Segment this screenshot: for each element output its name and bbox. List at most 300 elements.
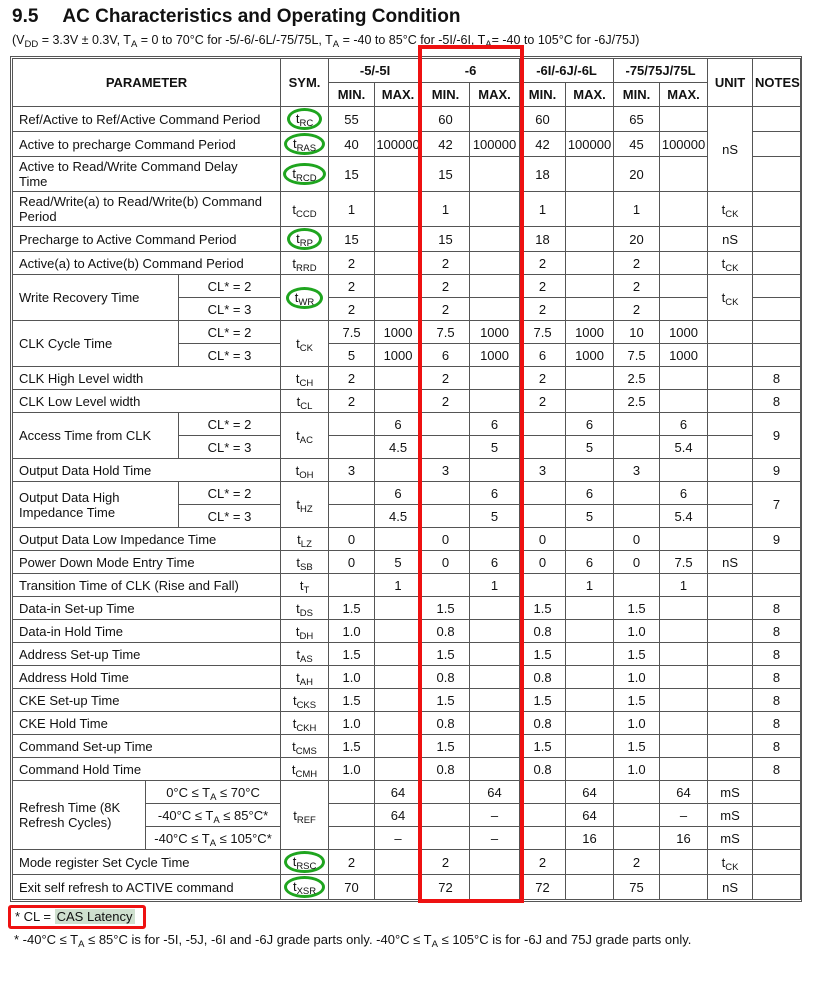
value-cell: 64	[375, 781, 422, 804]
value-cell: 6	[566, 482, 614, 505]
value-cell: 6	[422, 344, 470, 367]
value-cell	[422, 436, 470, 459]
value-cell: 6	[660, 482, 708, 505]
value-cell	[375, 192, 422, 227]
value-cell	[470, 850, 520, 875]
value-cell	[520, 413, 566, 436]
value-cell: 0	[329, 551, 375, 574]
parameter-cell: Power Down Mode Entry Time	[13, 551, 281, 574]
value-cell	[470, 643, 520, 666]
symbol-cell: $t_{DS}$	[281, 597, 329, 620]
value-cell: 1.0	[329, 666, 375, 689]
value-cell	[566, 275, 614, 298]
value-cell: 1.0	[329, 620, 375, 643]
value-cell	[660, 735, 708, 758]
value-cell	[470, 107, 520, 132]
value-cell: 45	[614, 132, 660, 157]
value-cell: 7.5	[614, 344, 660, 367]
condition-cell: CL* = 3	[179, 505, 281, 528]
value-cell: 1.5	[329, 643, 375, 666]
value-cell: 1	[422, 192, 470, 227]
value-cell	[520, 482, 566, 505]
value-cell	[614, 804, 660, 827]
value-cell: 0.8	[422, 666, 470, 689]
value-cell	[566, 666, 614, 689]
annotation-green-circle: $t_{RC}$	[287, 108, 322, 130]
value-cell: 6	[375, 413, 422, 436]
value-cell	[660, 528, 708, 551]
symbol-cell: $t_{CCD}$	[281, 192, 329, 227]
value-cell	[660, 459, 708, 482]
value-cell: 0.8	[422, 712, 470, 735]
notes-cell: 9	[753, 459, 801, 482]
value-cell: 2.5	[614, 390, 660, 413]
symbol-cell: $t_{DH}$	[281, 620, 329, 643]
value-cell: 5	[375, 551, 422, 574]
symbol-cell: $t_{AH}$	[281, 666, 329, 689]
value-cell: 6	[375, 482, 422, 505]
column-header-6: -6	[422, 59, 520, 83]
value-cell	[422, 574, 470, 597]
condition-cell: CL* = 3	[179, 344, 281, 367]
unit-cell	[708, 574, 753, 597]
value-cell: 5	[470, 436, 520, 459]
column-header-max: MAX.	[660, 83, 708, 107]
parameter-cell: Exit self refresh to ACTIVE command	[13, 875, 281, 900]
parameter-cell: CKE Set-up Time	[13, 689, 281, 712]
parameter-cell: Data-in Set-up Time	[13, 597, 281, 620]
symbol-cell	[281, 132, 329, 157]
unit-cell: $t_{CK}$	[708, 275, 753, 321]
value-cell: 0.8	[422, 620, 470, 643]
unit-cell: nS	[708, 227, 753, 252]
value-cell	[329, 781, 375, 804]
value-cell: 64	[470, 781, 520, 804]
value-cell: 1.5	[614, 643, 660, 666]
value-cell	[470, 875, 520, 900]
value-cell: 1.0	[329, 712, 375, 735]
parameter-cell: Address Set-up Time	[13, 643, 281, 666]
parameter-cell: Address Hold Time	[13, 666, 281, 689]
unit-cell	[708, 482, 753, 505]
value-cell	[422, 482, 470, 505]
notes-cell: 8	[753, 643, 801, 666]
operating-conditions-line: ($V_{DD} = 3.3V \pm 0.3V$, $T_A = 0$ to 70°C for -5/-6/-6L/-75/75L, $T_A = -40$ to 85°C for -5I/-6I, $T_A= -40$ to 105°C for -6J/75J)	[12, 33, 640, 50]
value-cell	[520, 574, 566, 597]
value-cell: 1.5	[422, 689, 470, 712]
value-cell: 1	[660, 574, 708, 597]
value-cell: 2	[520, 252, 566, 275]
table-row	[13, 482, 801, 505]
table-row	[13, 689, 801, 712]
notes-cell	[753, 275, 801, 298]
unit-cell	[708, 436, 753, 459]
notes-cell: 8	[753, 689, 801, 712]
parameter-cell: Output Data Hold Time	[13, 459, 281, 482]
table-row	[13, 107, 801, 132]
value-cell: 5	[566, 505, 614, 528]
notes-cell	[753, 804, 801, 827]
symbol-cell: $t_T$	[281, 574, 329, 597]
value-cell: 5.4	[660, 436, 708, 459]
symbol-cell	[281, 850, 329, 875]
notes-cell: 7	[753, 482, 801, 528]
footnote-cas-prefix: * CL =	[15, 909, 55, 924]
value-cell	[470, 298, 520, 321]
value-cell: 2	[614, 252, 660, 275]
parameter-cell: Active(a) to Active(b) Command Period	[13, 252, 281, 275]
value-cell	[614, 574, 660, 597]
condition-cell: $-40^\circ C \le T_A \le 105^\circ C*$	[146, 827, 281, 850]
value-cell	[566, 689, 614, 712]
parameter-cell: Access Time from CLK	[13, 413, 179, 459]
condition-cell: $-40^\circ C \le T_A \le 85^\circ C*$	[146, 804, 281, 827]
value-cell	[470, 275, 520, 298]
value-cell	[660, 643, 708, 666]
value-cell: 1	[566, 574, 614, 597]
value-cell	[375, 227, 422, 252]
value-cell: 15	[329, 157, 375, 192]
parameter-cell: CLK Cycle Time	[13, 321, 179, 367]
value-cell	[566, 643, 614, 666]
value-cell: 2	[329, 252, 375, 275]
value-cell	[375, 107, 422, 132]
table-row	[13, 597, 801, 620]
value-cell: 1	[520, 192, 566, 227]
value-cell	[660, 192, 708, 227]
value-cell: 2	[614, 298, 660, 321]
unit-cell	[708, 597, 753, 620]
value-cell: 1000	[470, 321, 520, 344]
value-cell: 0.8	[520, 620, 566, 643]
value-cell	[566, 712, 614, 735]
value-cell	[375, 643, 422, 666]
symbol-cell: $t_{CK}$	[281, 321, 329, 367]
notes-cell	[753, 157, 801, 192]
value-cell: 15	[422, 227, 470, 252]
notes-cell: 9	[753, 528, 801, 551]
value-cell	[470, 758, 520, 781]
value-cell: 16	[566, 827, 614, 850]
symbol-cell	[281, 875, 329, 900]
unit-cell	[708, 390, 753, 413]
ac-characteristics-table	[10, 56, 802, 902]
parameter-cell: CLK High Level width	[13, 367, 281, 390]
parameter-cell: Mode register Set Cycle Time	[13, 850, 281, 875]
unit-cell: $t_{CK}$	[708, 252, 753, 275]
value-cell	[470, 227, 520, 252]
unit-cell	[708, 643, 753, 666]
notes-cell: 8	[753, 390, 801, 413]
symbol-cell: $t_{CKS}$	[281, 689, 329, 712]
value-cell	[614, 436, 660, 459]
value-cell: 5	[470, 505, 520, 528]
value-cell	[329, 505, 375, 528]
value-cell	[660, 252, 708, 275]
unit-cell	[708, 344, 753, 367]
value-cell: 20	[614, 157, 660, 192]
value-cell: 1.0	[329, 758, 375, 781]
value-cell	[329, 804, 375, 827]
value-cell	[660, 666, 708, 689]
value-cell	[566, 107, 614, 132]
unit-cell	[708, 321, 753, 344]
value-cell	[520, 804, 566, 827]
value-cell: 1000	[660, 344, 708, 367]
symbol-cell: $t_{AS}$	[281, 643, 329, 666]
notes-cell	[753, 827, 801, 850]
notes-cell: 8	[753, 758, 801, 781]
value-cell: 4.5	[375, 505, 422, 528]
parameter-cell: Command Hold Time	[13, 758, 281, 781]
column-header-6i-6j-6l: -6I/-6J/-6L	[520, 59, 614, 83]
unit-cell: nS	[708, 875, 753, 900]
value-cell	[375, 597, 422, 620]
unit-cell	[708, 666, 753, 689]
table-row	[13, 413, 801, 436]
value-cell: 72	[422, 875, 470, 900]
value-cell	[470, 390, 520, 413]
value-cell: 100000	[470, 132, 520, 157]
value-cell: 1.5	[422, 735, 470, 758]
table-row	[13, 321, 801, 344]
value-cell	[375, 528, 422, 551]
value-cell: 55	[329, 107, 375, 132]
unit-cell	[708, 505, 753, 528]
column-header-parameter: PARAMETER	[13, 59, 281, 107]
annotation-green-circle: $t_{RCD}$	[283, 163, 325, 185]
notes-cell	[753, 107, 801, 132]
value-cell: 18	[520, 227, 566, 252]
notes-cell: 8	[753, 712, 801, 735]
value-cell	[375, 390, 422, 413]
value-cell: 1.5	[422, 643, 470, 666]
value-cell: 0.8	[520, 712, 566, 735]
value-cell	[566, 252, 614, 275]
section-title	[12, 6, 826, 28]
value-cell	[520, 781, 566, 804]
value-cell: 75	[614, 875, 660, 900]
value-cell: 2	[520, 390, 566, 413]
value-cell: 7.5	[422, 321, 470, 344]
unit-cell: mS	[708, 781, 753, 804]
value-cell	[470, 712, 520, 735]
value-cell	[660, 298, 708, 321]
parameter-cell: Active to Read/Write Command Delay Time	[13, 157, 281, 192]
value-cell	[375, 252, 422, 275]
value-cell: 2	[520, 298, 566, 321]
value-cell	[566, 597, 614, 620]
value-cell: –	[375, 827, 422, 850]
value-cell: 2	[422, 850, 470, 875]
value-cell: 2	[329, 390, 375, 413]
value-cell	[329, 827, 375, 850]
value-cell: 0	[520, 528, 566, 551]
value-cell: 6	[660, 413, 708, 436]
unit-cell: $t_{CK}$	[708, 850, 753, 875]
value-cell: 2	[614, 850, 660, 875]
value-cell: 100000	[375, 132, 422, 157]
value-cell: 6	[470, 413, 520, 436]
value-cell: 100000	[566, 132, 614, 157]
value-cell: 0	[422, 551, 470, 574]
value-cell	[375, 689, 422, 712]
value-cell	[470, 528, 520, 551]
value-cell: 1.5	[520, 735, 566, 758]
notes-cell	[753, 850, 801, 875]
table-row	[13, 643, 801, 666]
value-cell	[566, 459, 614, 482]
value-cell: 1.5	[520, 689, 566, 712]
value-cell: 2	[422, 252, 470, 275]
value-cell: 0.8	[520, 666, 566, 689]
parameter-cell: CKE Hold Time	[13, 712, 281, 735]
value-cell: 1000	[660, 321, 708, 344]
value-cell: –	[660, 804, 708, 827]
value-cell	[375, 758, 422, 781]
section-number: 9.5	[12, 6, 39, 27]
table-row	[13, 551, 801, 574]
value-cell: 3	[329, 459, 375, 482]
parameter-cell: Refresh Time (8K Refresh Cycles)	[13, 781, 146, 850]
value-cell: 1.5	[422, 597, 470, 620]
value-cell: 7.5	[329, 321, 375, 344]
value-cell: 6	[520, 344, 566, 367]
value-cell	[375, 275, 422, 298]
footnote-temperature-grades: * $-40^\circ C \le T_A \le 85^\circ C$ is for -5I, -5J, -6I and -6J grade parts only. $-40^\circ C \le T_A \le 105^\circ C$ is for -6J and 75J grade parts only.	[14, 932, 692, 950]
value-cell: 3	[614, 459, 660, 482]
value-cell	[422, 804, 470, 827]
value-cell: 0.8	[422, 758, 470, 781]
value-cell: 1.5	[329, 735, 375, 758]
table-row	[13, 367, 801, 390]
value-cell	[375, 712, 422, 735]
notes-cell	[753, 132, 801, 157]
parameter-cell: Read/Write(a) to Read/Write(b) Command Period	[13, 192, 281, 227]
value-cell: 1	[470, 574, 520, 597]
value-cell: 7.5	[660, 551, 708, 574]
value-cell	[375, 367, 422, 390]
value-cell: 1000	[375, 321, 422, 344]
value-cell: 3	[422, 459, 470, 482]
table-row	[13, 850, 801, 875]
value-cell: 1.5	[520, 597, 566, 620]
value-cell	[375, 850, 422, 875]
value-cell	[520, 436, 566, 459]
value-cell	[614, 482, 660, 505]
symbol-cell: $t_{AC}$	[281, 413, 329, 459]
table-row	[13, 781, 801, 804]
value-cell	[422, 505, 470, 528]
annotation-green-circle: $t_{RP}$	[287, 228, 322, 250]
value-cell: 1000	[375, 344, 422, 367]
value-cell: 6	[470, 482, 520, 505]
unit-cell: $t_{CK}$	[708, 192, 753, 227]
value-cell: 2.5	[614, 367, 660, 390]
unit-cell: mS	[708, 804, 753, 827]
value-cell	[566, 758, 614, 781]
value-cell	[566, 298, 614, 321]
column-header-max: MAX.	[375, 83, 422, 107]
parameter-cell: Ref/Active to Ref/Active Command Period	[13, 107, 281, 132]
value-cell: 1	[375, 574, 422, 597]
table-row	[13, 252, 801, 275]
value-cell: 1.0	[614, 712, 660, 735]
symbol-cell	[281, 275, 329, 321]
column-header-unit: UNIT	[708, 59, 753, 107]
value-cell	[566, 850, 614, 875]
notes-cell	[753, 344, 801, 367]
value-cell	[614, 827, 660, 850]
value-cell	[660, 275, 708, 298]
notes-cell	[753, 227, 801, 252]
symbol-cell: $t_{REF}$	[281, 781, 329, 850]
value-cell	[566, 735, 614, 758]
value-cell	[375, 666, 422, 689]
symbol-cell: $t_{CMH}$	[281, 758, 329, 781]
value-cell	[566, 875, 614, 900]
condition-cell: CL* = 2	[179, 413, 281, 436]
symbol-cell: $t_{CH}$	[281, 367, 329, 390]
value-cell: 2	[329, 275, 375, 298]
notes-cell	[753, 298, 801, 321]
value-cell	[566, 192, 614, 227]
condition-cell: $0^\circ C \le T_A \le 70^\circ C$	[146, 781, 281, 804]
value-cell	[329, 436, 375, 459]
value-cell: 0.8	[520, 758, 566, 781]
notes-cell	[753, 321, 801, 344]
notes-cell	[753, 192, 801, 227]
value-cell: 6	[566, 551, 614, 574]
value-cell: 64	[566, 781, 614, 804]
value-cell: 0	[614, 551, 660, 574]
value-cell	[470, 252, 520, 275]
value-cell	[470, 367, 520, 390]
notes-cell: 8	[753, 367, 801, 390]
value-cell: 1.5	[614, 689, 660, 712]
symbol-cell: $t_{LZ}$	[281, 528, 329, 551]
value-cell	[470, 459, 520, 482]
table-row	[13, 620, 801, 643]
value-cell: 64	[566, 804, 614, 827]
value-cell: 2	[520, 850, 566, 875]
unit-cell	[708, 367, 753, 390]
condition-cell: CL* = 3	[179, 298, 281, 321]
value-cell: 2	[329, 367, 375, 390]
annotation-green-circle: $t_{RAS}$	[284, 133, 325, 155]
ac-characteristics-table-grid	[12, 58, 801, 900]
value-cell	[375, 620, 422, 643]
symbol-cell: $t_{CL}$	[281, 390, 329, 413]
value-cell: 2	[422, 275, 470, 298]
value-cell	[566, 620, 614, 643]
value-cell: 3	[520, 459, 566, 482]
notes-cell	[753, 781, 801, 804]
value-cell	[660, 107, 708, 132]
unit-cell	[708, 620, 753, 643]
value-cell	[660, 227, 708, 252]
value-cell	[660, 712, 708, 735]
section-title-text: AC Characteristics and Operating Condition	[62, 6, 461, 27]
value-cell	[660, 850, 708, 875]
value-cell: 6	[470, 551, 520, 574]
notes-cell	[753, 574, 801, 597]
value-cell: 2	[329, 850, 375, 875]
value-cell: 1	[329, 192, 375, 227]
footnote-cas-latency	[10, 905, 826, 929]
value-cell: 60	[422, 107, 470, 132]
value-cell: 7.5	[520, 321, 566, 344]
